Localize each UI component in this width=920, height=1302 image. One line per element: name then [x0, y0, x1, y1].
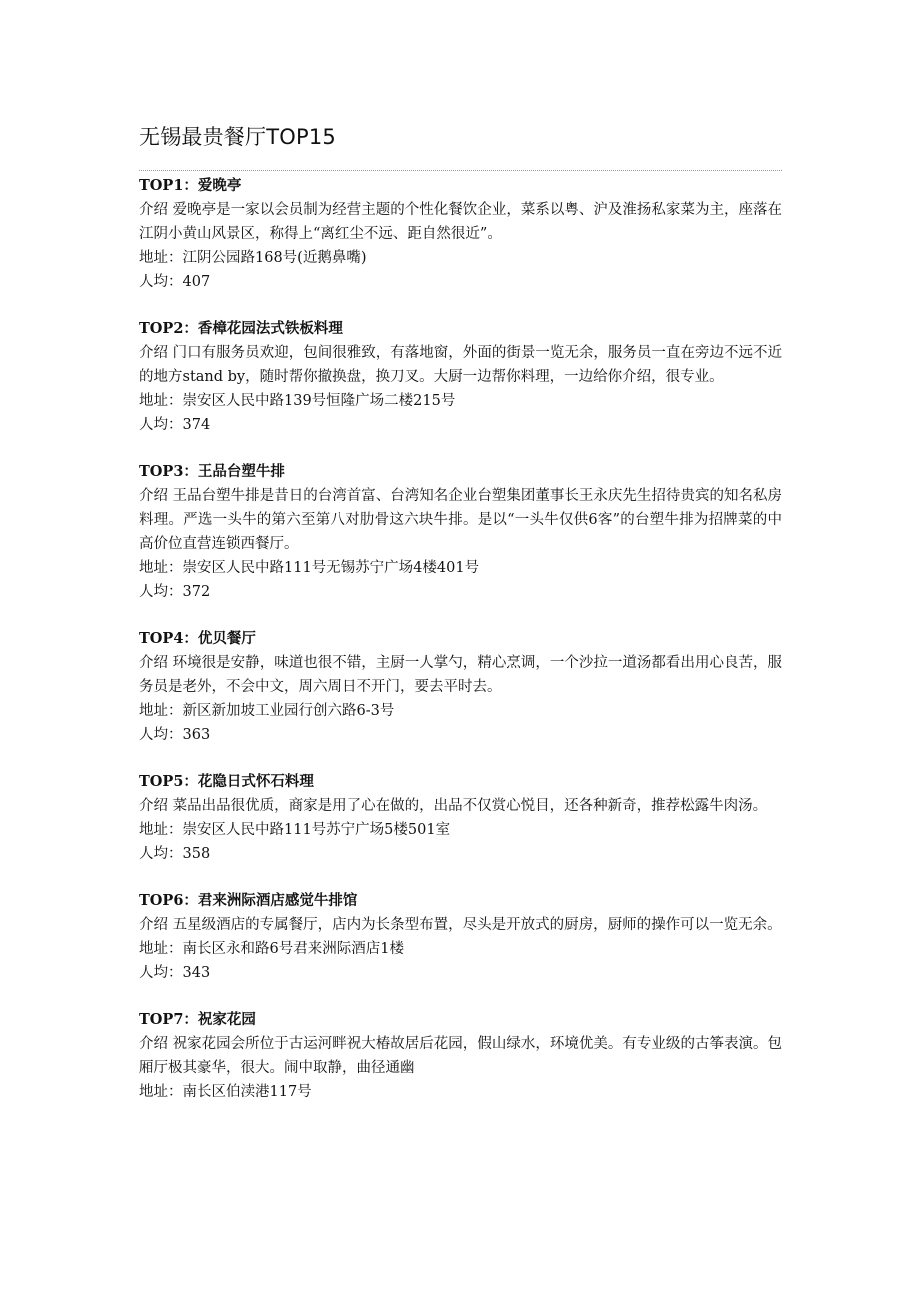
entry-average-price: 人均：407: [139, 274, 211, 290]
restaurant-entry: [139, 889, 782, 985]
restaurant-entry: [139, 770, 782, 866]
entry-address: 地址：南长区伯渎港117号: [139, 1084, 312, 1100]
title-divider: [139, 170, 782, 171]
entry-heading: TOP2：香樟花园法式铁板料理: [139, 320, 343, 337]
restaurant-list: [139, 174, 782, 1104]
entry-average-price: 人均：343: [139, 965, 211, 981]
entry-average-price: 人均：374: [139, 417, 211, 433]
entry-average-price: 人均：363: [139, 727, 211, 743]
entry-address: 地址：崇安区人民中路139号恒隆广场二楼215号: [139, 393, 456, 409]
entry-intro: 介绍 环境很是安静，味道也很不错，主厨一人掌勺，精心烹调，一个沙拉一道汤都看出用心良苦，服务员是老外，不会中文，周六周日不开门，要去平时去。: [139, 655, 782, 695]
entry-intro: 介绍 爱晚亭是一家以会员制为经营主题的个性化餐饮企业，菜系以粤、沪及淮扬私家菜为主，座落在江阴小黄山风景区，称得上“离红尘不远、距自然很近”。: [139, 202, 782, 242]
entry-intro: 介绍 菜品出品很优质，商家是用了心在做的，出品不仅赏心悦目，还各种新奇，推荐松露牛肉汤。: [139, 798, 768, 814]
entry-intro: 介绍 祝家花园会所位于古运河畔祝大椿故居后花园，假山绿水，环境优美。有专业级的古筝表演。包厢厅极其豪华，很大。闹中取静，曲径通幽: [139, 1036, 782, 1076]
restaurant-entry: [139, 1008, 782, 1104]
entry-address: 地址：崇安区人民中路111号苏宁广场5楼501室: [139, 822, 451, 838]
document-page: [139, 118, 782, 1127]
document-title: 无锡最贵餐厅TOP15: [139, 125, 336, 149]
entry-heading: TOP3：王品台塑牛排: [139, 463, 285, 480]
entry-heading: TOP7：祝家花园: [139, 1011, 256, 1028]
entry-heading: TOP1：爱晚亭: [139, 177, 242, 194]
entry-average-price: 人均：358: [139, 846, 211, 862]
entry-intro: 介绍 五星级酒店的专属餐厅，店内为长条型布置，尽头是开放式的厨房，厨师的操作可以一览无余。: [139, 917, 782, 933]
entry-intro: 介绍 王品台塑牛排是昔日的台湾首富、台湾知名企业台塑集团董事长王永庆先生招待贵宾的知名私房料理。严选一头牛的第六至第八对肋骨这六块牛排。是以“一头牛仅供6客”的台塑牛排为招牌菜的中高价位直营连锁西餐厅。: [139, 488, 782, 552]
restaurant-entry: [139, 317, 782, 437]
entry-heading: TOP4：优贝餐厅: [139, 630, 256, 647]
entry-address: 地址：新区新加坡工业园行创六路6-3号: [139, 703, 395, 719]
restaurant-entry: [139, 627, 782, 747]
entry-address: 地址：南长区永和路6号君来洲际酒店1楼: [139, 941, 404, 957]
entry-average-price: 人均：372: [139, 584, 211, 600]
entry-address: 地址：崇安区人民中路111号无锡苏宁广场4楼401号: [139, 560, 480, 576]
entry-heading: TOP5：花隐日式怀石料理: [139, 773, 314, 790]
entry-heading: TOP6：君来洲际酒店感觉牛排馆: [139, 892, 358, 909]
entry-intro: 介绍 门口有服务员欢迎，包间很雅致，有落地窗，外面的街景一览无余，服务员一直在旁边不远不近的地方stand by，随时帮你撤换盘，换刀叉。大厨一边帮你料理，一边给你介绍，很专业。: [139, 345, 782, 385]
entry-address: 地址：江阴公园路168号(近鹅鼻嘴): [139, 250, 367, 266]
restaurant-entry: [139, 460, 782, 604]
restaurant-entry: [139, 174, 782, 294]
